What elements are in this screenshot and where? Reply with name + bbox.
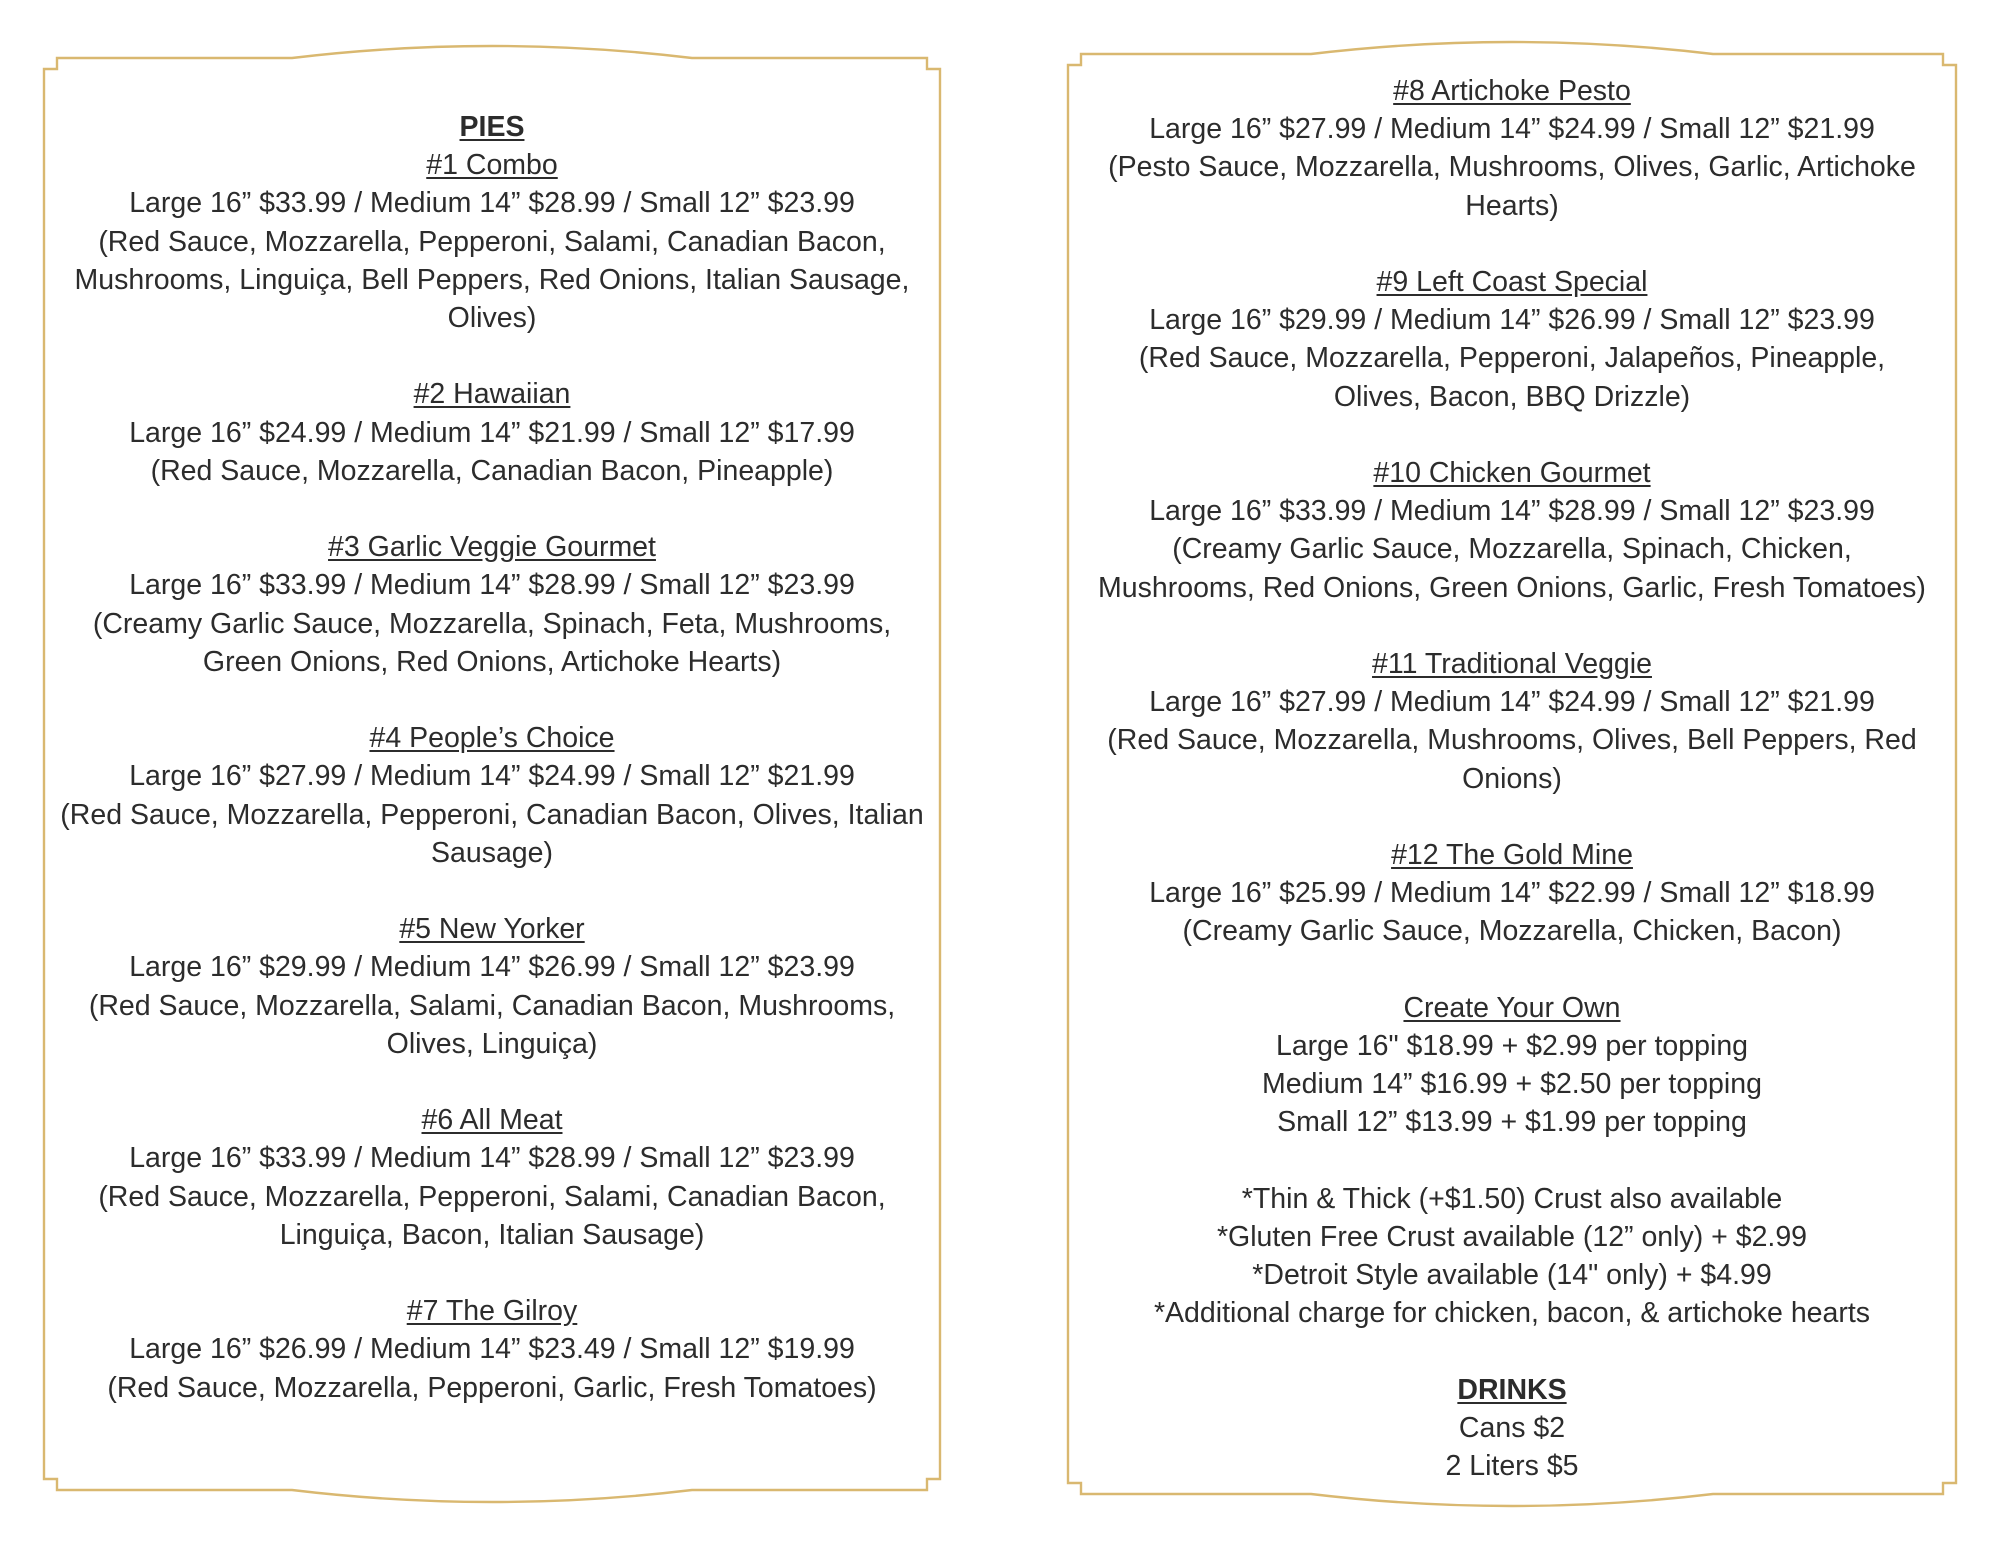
menu-item-ingredients: (Red Sauce, Mozzarella, Salami, Canadian Bacon, Mushrooms, Olives, Linguiça) xyxy=(88,989,896,1060)
menu-item-price: Large 16” $33.99 / Medium 14” $28.99 / Small 12” $23.99 xyxy=(129,569,855,602)
menu-item-price: Large 16” $25.99 / Medium 14” $22.99 / Small 12” $18.99 xyxy=(1149,877,1875,910)
left-panel-content xyxy=(22,108,962,1445)
create-your-own xyxy=(1096,989,1928,1142)
create-your-own-small: Small 12” $13.99 + $1.99 per topping xyxy=(1277,1106,1747,1139)
menu-item xyxy=(1096,454,1928,607)
menu-item-price: Large 16” $27.99 / Medium 14” $24.99 / Small 12” $21.99 xyxy=(129,760,855,793)
menu-item-name: #4 People’s Choice xyxy=(369,722,615,755)
menu-item-ingredients: (Red Sauce, Mozzarella, Pepperoni, Jalapeños, Pineapple, Olives, Bacon, BBQ Drizzle) xyxy=(1138,342,1886,413)
menu-item xyxy=(54,1292,930,1407)
menu-item-price: Large 16” $33.99 / Medium 14” $28.99 / Small 12” $23.99 xyxy=(129,187,855,220)
menu-item xyxy=(54,719,930,872)
menu-item-price: Large 16” $24.99 / Medium 14” $21.99 / Small 12” $17.99 xyxy=(129,416,855,449)
drink-cans: Cans $2 xyxy=(1458,1412,1566,1444)
menu-item xyxy=(54,1101,930,1254)
menu-item xyxy=(54,528,930,681)
menu-item-price: Large 16” $29.99 / Medium 14” $26.99 / Small 12” $23.99 xyxy=(1149,304,1875,337)
right-panel-content xyxy=(1046,72,1978,1485)
menu-item-name: #7 The Gilroy xyxy=(406,1295,578,1328)
menu-item-name: #2 Hawaiian xyxy=(413,378,571,411)
note-line: *Thin & Thick (+$1.50) Crust also available xyxy=(1241,1182,1783,1215)
menu-item xyxy=(54,146,930,337)
drinks-section xyxy=(1096,1371,1928,1486)
menu-item-ingredients: (Red Sauce, Mozzarella, Pepperoni, Salami, Canadian Bacon, Mushrooms, Linguiça, Bell Peppers, Red Onions, Italian Sausage, Olives) xyxy=(74,225,910,335)
menu-item-ingredients: (Pesto Sauce, Mozzarella, Mushrooms, Olives, Garlic, Artichoke Hearts) xyxy=(1108,151,1916,222)
pies-heading: PIES xyxy=(459,111,525,143)
menu-panel-left xyxy=(22,52,962,1496)
menu-item-name: #3 Garlic Veggie Gourmet xyxy=(328,531,656,564)
menu-item-ingredients: (Red Sauce, Mozzarella, Mushrooms, Olives, Bell Peppers, Red Onions) xyxy=(1107,724,1917,795)
menu-item xyxy=(54,375,930,490)
menu-item-price: Large 16” $33.99 / Medium 14” $28.99 / Small 12” $23.99 xyxy=(129,1142,855,1175)
menu-item-name: #10 Chicken Gourmet xyxy=(1373,457,1651,489)
menu-item xyxy=(1096,263,1928,416)
menu-item-ingredients: (Red Sauce, Mozzarella, Pepperoni, Salami, Canadian Bacon, Linguiça, Bacon, Italian Sausage) xyxy=(98,1180,886,1251)
menu-item-price: Large 16” $29.99 / Medium 14” $26.99 / Small 12” $23.99 xyxy=(129,951,855,984)
create-your-own-medium: Medium 14” $16.99 + $2.50 per topping xyxy=(1262,1068,1762,1101)
menu-item-price: Large 16” $26.99 / Medium 14” $23.49 / Small 12” $19.99 xyxy=(129,1333,855,1366)
menu-item-name: #1 Combo xyxy=(426,149,558,182)
create-your-own-title: Create Your Own xyxy=(1403,991,1621,1024)
menu-item-name: #11 Traditional Veggie xyxy=(1372,648,1652,680)
menu-item-name: #12 The Gold Mine xyxy=(1391,839,1633,871)
menu-item-ingredients: (Red Sauce, Mozzarella, Canadian Bacon, Pineapple) xyxy=(150,454,834,487)
menu-item-ingredients: (Red Sauce, Mozzarella, Pepperoni, Canadian Bacon, Olives, Italian Sausage) xyxy=(60,798,924,869)
note-line: *Detroit Style available (14" only) + $4.99 xyxy=(1252,1259,1772,1292)
menu-item xyxy=(54,910,930,1063)
menu-item xyxy=(1096,836,1928,951)
menu-item-price: Large 16” $27.99 / Medium 14” $24.99 / Small 12” $21.99 xyxy=(1149,113,1875,146)
drinks-heading: DRINKS xyxy=(1457,1373,1567,1406)
menu-item xyxy=(1096,72,1928,225)
menu-item-name: #6 All Meat xyxy=(421,1104,563,1137)
menu-item-ingredients: (Creamy Garlic Sauce, Mozzarella, Spinach, Feta, Mushrooms, Green Onions, Red Onions, Artichoke Hearts) xyxy=(92,607,892,678)
menu-item-name: #9 Left Coast Special xyxy=(1376,266,1648,298)
note-line: *Gluten Free Crust available (12” only) + $2.99 xyxy=(1216,1221,1808,1253)
menu-item-price: Large 16” $27.99 / Medium 14” $24.99 / Small 12” $21.99 xyxy=(1149,686,1875,719)
crust-notes xyxy=(1096,1180,1928,1333)
menu-panel-right xyxy=(1046,52,1978,1496)
note-line: *Additional charge for chicken, bacon, & artichoke hearts xyxy=(1153,1297,1871,1330)
menu-item-ingredients: (Creamy Garlic Sauce, Mozzarella, Chicken, Bacon) xyxy=(1182,915,1842,948)
menu-item-ingredients: (Creamy Garlic Sauce, Mozzarella, Spinach, Chicken, Mushrooms, Red Onions, Green Onions, Garlic, Fresh Tomatoes) xyxy=(1098,533,1926,604)
menu-item-name: #8 Artichoke Pesto xyxy=(1393,75,1631,107)
drink-2-liters: 2 Liters $5 xyxy=(1445,1450,1579,1483)
menu-item xyxy=(1096,645,1928,798)
menu-item-name: #5 New Yorker xyxy=(399,913,585,946)
menu-item-price: Large 16” $33.99 / Medium 14” $28.99 / Small 12” $23.99 xyxy=(1149,495,1875,528)
menu-item-ingredients: (Red Sauce, Mozzarella, Pepperoni, Garlic, Fresh Tomatoes) xyxy=(107,1371,877,1404)
create-your-own-large: Large 16" $18.99 + $2.99 per topping xyxy=(1275,1030,1749,1062)
